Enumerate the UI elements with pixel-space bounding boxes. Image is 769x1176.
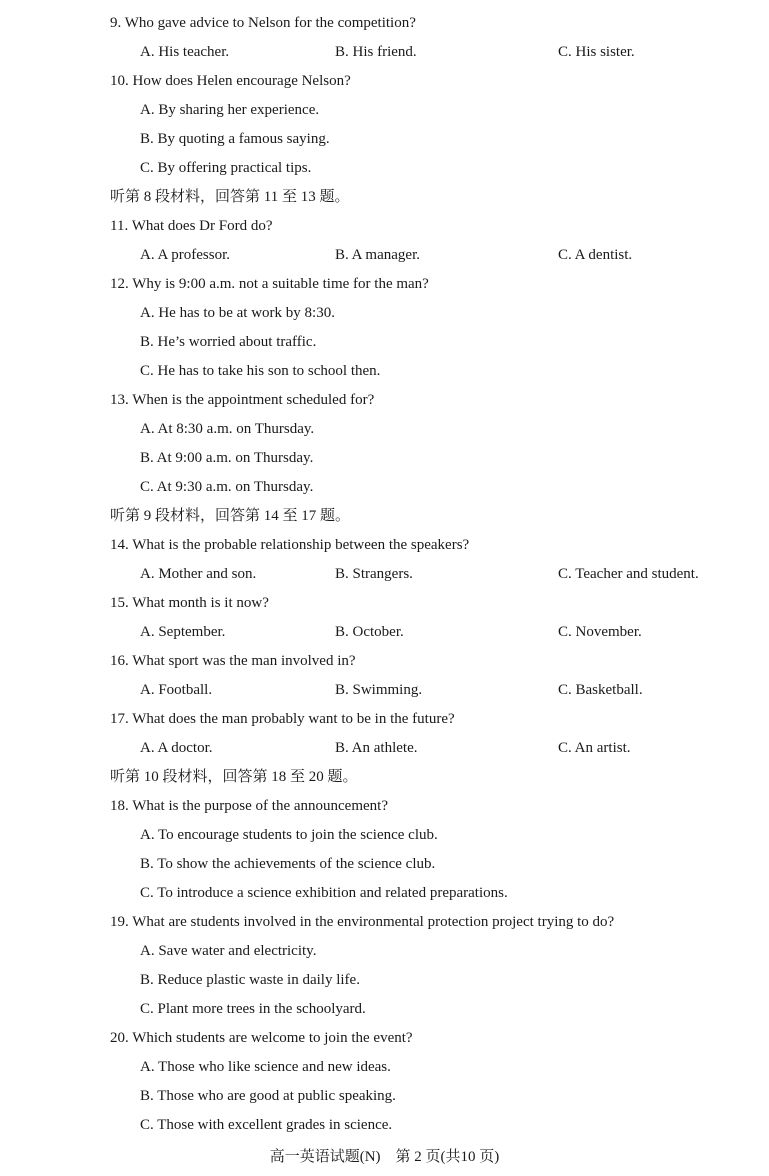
option-b: B. At 9:00 a.m. on Thursday. (140, 450, 314, 466)
option-a: A. September. (140, 624, 226, 640)
option-c: C. Teacher and student. (558, 566, 699, 582)
question-14: 14. What is the probable relationship between the speakers? (110, 537, 470, 553)
question-12: 12. Why is 9:00 a.m. not a suitable time for the man? (110, 276, 429, 292)
option-c: C. He has to take his son to school then. (140, 363, 381, 379)
question-9: 9. Who gave advice to Nelson for the competition? (110, 15, 416, 31)
option-b: B. Swimming. (335, 682, 423, 698)
section-heading-10: 听第 10 段材料，回答第 18 至 20 题。 (110, 769, 358, 785)
question-17: 17. What does the man probably want to be in the future? (110, 711, 455, 727)
option-b: B. He’s worried about traffic. (140, 334, 317, 350)
option-c: C. November. (558, 624, 642, 640)
section-heading-9: 听第 9 段材料，回答第 14 至 17 题。 (110, 508, 351, 524)
option-a: A. To encourage students to join the science club. (140, 827, 438, 843)
option-c: C. At 9:30 a.m. on Thursday. (140, 479, 314, 495)
option-a: A. Football. (140, 682, 213, 698)
question-13: 13. When is the appointment scheduled for? (110, 392, 375, 408)
option-a: A. At 8:30 a.m. on Thursday. (140, 421, 315, 437)
question-20: 20. Which students are welcome to join the event? (110, 1030, 413, 1046)
option-a: A. Those who like science and new ideas. (140, 1059, 391, 1075)
option-a: A. Save water and electricity. (140, 943, 317, 959)
option-a: A. By sharing her experience. (140, 102, 320, 118)
option-a: A. His teacher. (140, 44, 230, 60)
option-b: B. To show the achievements of the science club. (140, 856, 436, 872)
option-b: B. October. (335, 624, 404, 640)
option-b: B. A manager. (335, 247, 420, 263)
option-c: C. Those with excellent grades in science. (140, 1117, 393, 1133)
option-c: C. A dentist. (558, 247, 633, 263)
option-a: A. A professor. (140, 247, 230, 263)
option-a: A. Mother and son. (140, 566, 257, 582)
section-heading-8: 听第 8 段材料，回答第 11 至 13 题。 (110, 189, 350, 205)
option-b: B. An athlete. (335, 740, 418, 756)
option-c: C. By offering practical tips. (140, 160, 312, 176)
page-footer: 高一英语试题(N) 第 2 页(共10 页) (269, 1149, 500, 1165)
question-11: 11. What does Dr Ford do? (110, 218, 273, 234)
option-b: B. By quoting a famous saying. (140, 131, 330, 147)
option-c: C. To introduce a science exhibition and related preparations. (140, 885, 508, 901)
option-a: A. A doctor. (140, 740, 213, 756)
option-b: B. Strangers. (335, 566, 413, 582)
question-15: 15. What month is it now? (110, 595, 269, 611)
question-18: 18. What is the purpose of the announcement? (110, 798, 388, 814)
option-b: B. Those who are good at public speaking. (140, 1088, 396, 1104)
question-10: 10. How does Helen encourage Nelson? (110, 73, 351, 89)
question-19: 19. What are students involved in the environmental protection project trying to do? (110, 914, 615, 930)
option-c: C. His sister. (558, 44, 635, 60)
option-a: A. He has to be at work by 8:30. (140, 305, 335, 321)
option-c: C. Plant more trees in the schoolyard. (140, 1001, 366, 1017)
option-c: C. An artist. (558, 740, 631, 756)
option-b: B. His friend. (335, 44, 417, 60)
option-c: C. Basketball. (558, 682, 643, 698)
option-b: B. Reduce plastic waste in daily life. (140, 972, 360, 988)
question-16: 16. What sport was the man involved in? (110, 653, 356, 669)
